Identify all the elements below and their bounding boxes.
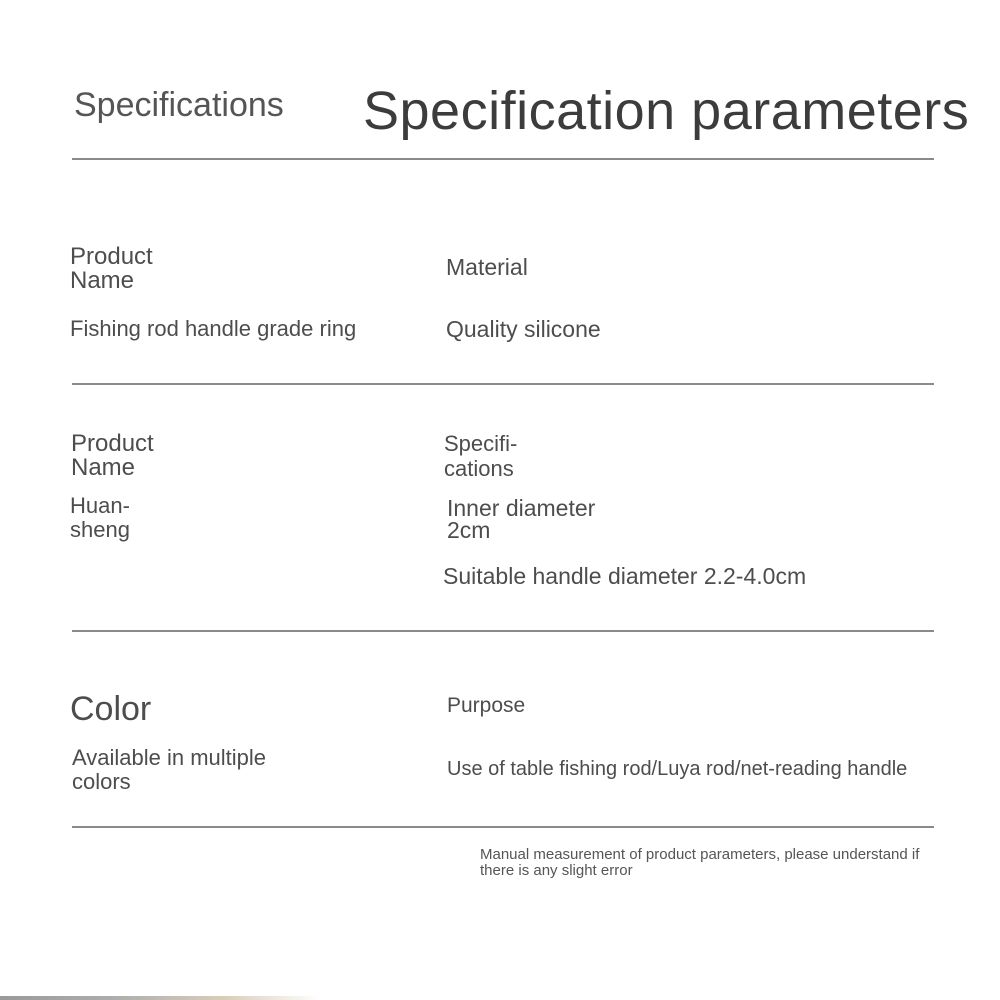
row2-right-value-1: Inner diameter 2cm (447, 495, 596, 543)
section-heading-short: Specifications (74, 86, 284, 124)
page-title: Specification parameters (363, 81, 970, 141)
row3-right-label: Purpose (447, 694, 526, 717)
row3-left-label: Color (70, 690, 152, 728)
row3-divider (72, 826, 934, 828)
row1-divider (72, 383, 934, 385)
row2-divider (72, 630, 934, 632)
row2-left-label: Product Name (71, 430, 154, 481)
measurement-footnote: Manual measurement of product parameters, please understand if there is any slight error (480, 846, 920, 879)
row2-left-value: Huan-sheng (70, 493, 130, 542)
row1-left-value: Fishing rod handle grade ring (70, 316, 357, 341)
row2-right-label: Specifi-cations (444, 431, 518, 481)
row3-right-value: Use of table fishing rod/Luya rod/net-reading handle (447, 758, 908, 780)
header-divider (72, 158, 934, 160)
row1-left-label: Product Name (70, 243, 153, 294)
row3-left-value: Available in multiple colors (72, 745, 267, 794)
row2-right-value-2: Suitable handle diameter 2.2-4.0cm (443, 563, 807, 589)
row1-right-label: Material (446, 254, 528, 280)
bottom-edge-strip (0, 996, 320, 1000)
row1-right-value: Quality silicone (446, 316, 601, 342)
